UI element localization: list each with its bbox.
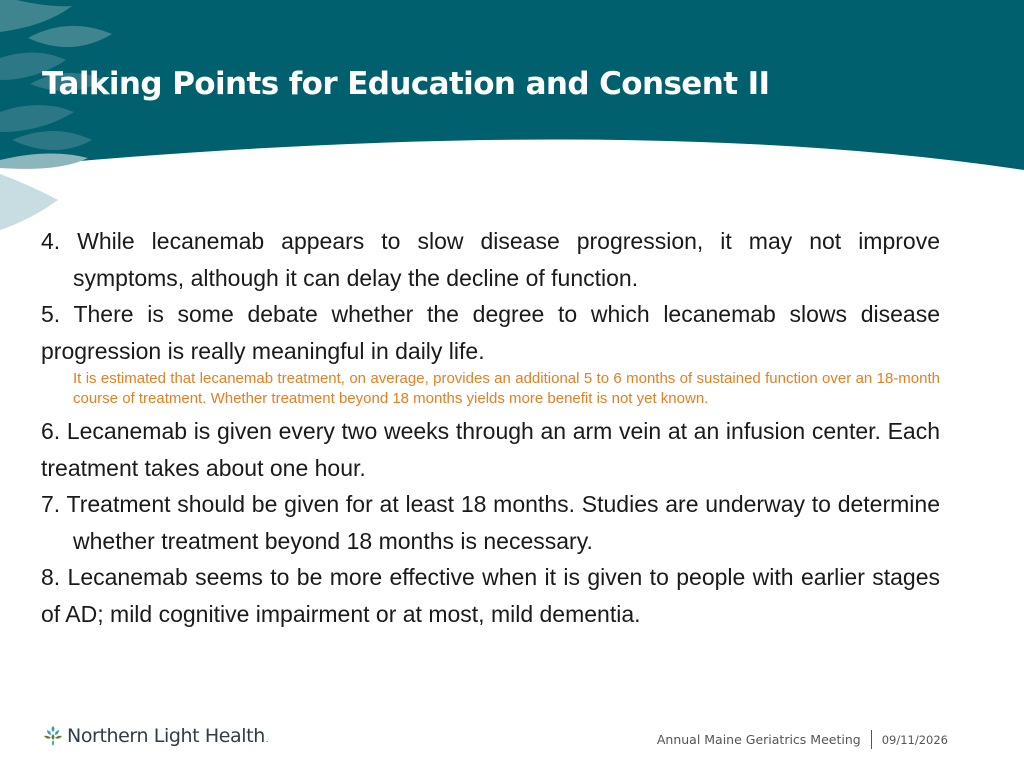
point-8: 8. Lecanemab seems to be more effective when it is given to people with earlier stages of AD; mild cognitive impairment or at most, mild dementia.	[41, 564, 940, 627]
meeting-date: 09/11/2026	[881, 732, 948, 747]
pinecone-logo-icon	[42, 725, 64, 747]
point-5-note: It is estimated that lecanemab treatment, on average, provides an additional 5 to 6 months of sustained function over an 18-month course of treatment. Whether treatment beyond 18 months yields more benefit is not yet known.	[73, 370, 940, 407]
header-band	[0, 0, 1024, 230]
logo-text: Northern Light Health	[67, 725, 265, 747]
footer-meta	[657, 730, 948, 749]
slide-title: Talking Points for Education and Consent II	[42, 66, 770, 102]
point-6: 6. Lecanemab is given every two weeks through an arm vein at an infusion center. Each treatment takes about one hour.	[41, 418, 940, 481]
point-7: 7. Treatment should be given for at least 18 months. Studies are underway to determine whether treatment beyond 18 months is necessary.	[41, 491, 940, 554]
logo-trademark: .	[265, 735, 269, 744]
point-5: 5. There is some debate whether the degree to which lecanemab slows disease progression is really meaningful in daily life.	[41, 301, 940, 364]
meeting-name: Annual Maine Geriatrics Meeting	[656, 732, 861, 747]
talking-points	[41, 223, 940, 632]
northern-light-health-logo	[42, 722, 268, 750]
footer-divider	[871, 730, 872, 749]
point-4: 4. While lecanemab appears to slow disease progression, it may not improve symptoms, although it can delay the decline of function.	[41, 228, 940, 291]
